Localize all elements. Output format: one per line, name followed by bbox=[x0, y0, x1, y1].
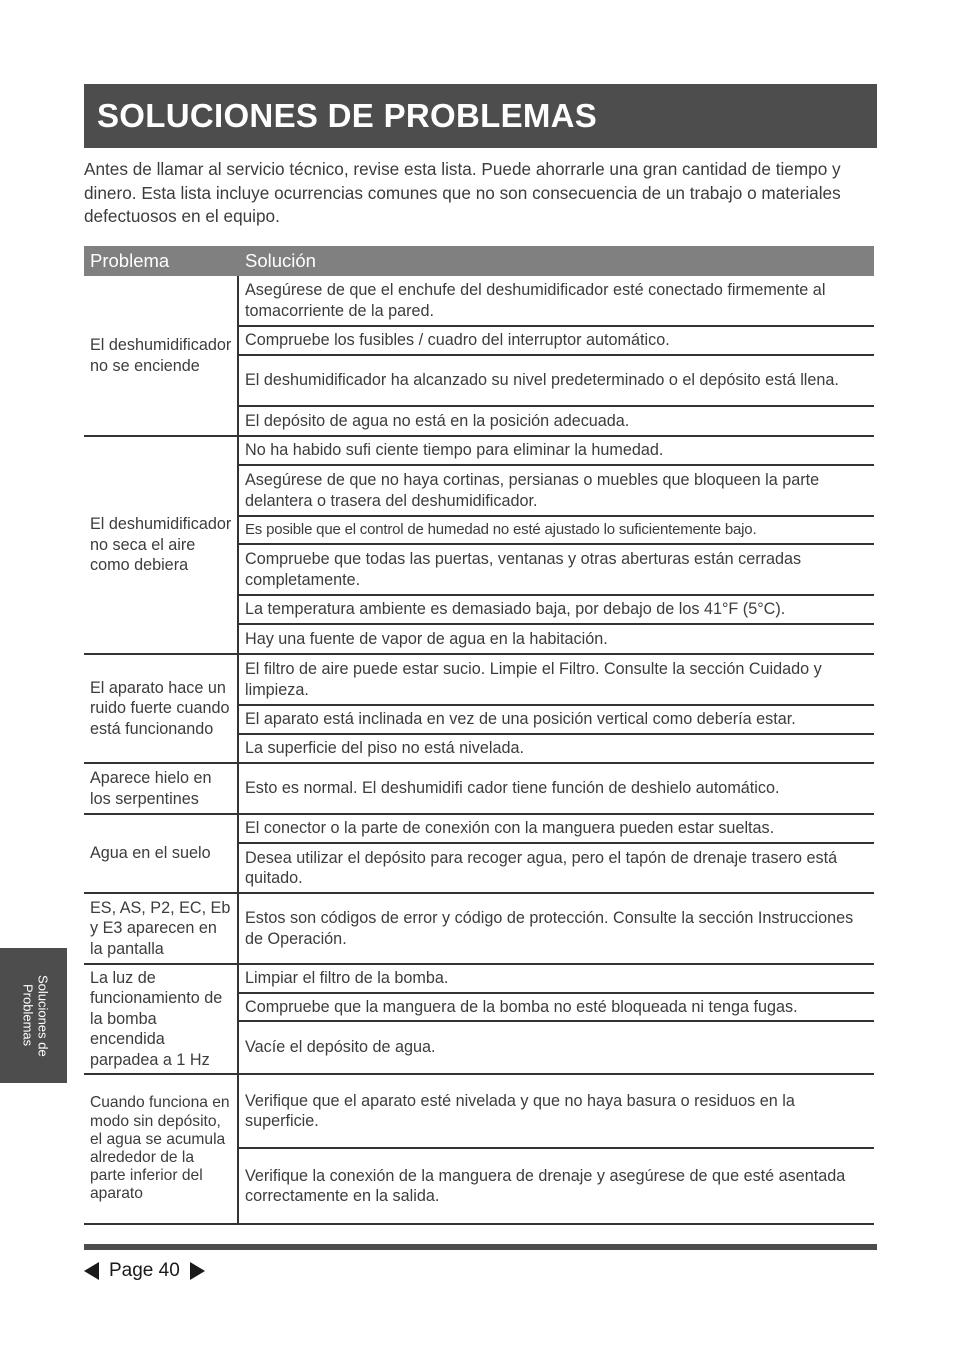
solution-cell: Compruebe que la manguera de la bomba no esté bloqueada ni tenga fugas. bbox=[239, 994, 874, 1022]
solution-cell: Es posible que el control de humedad no esté ajustado lo suficientemente bajo. bbox=[239, 517, 874, 545]
solution-cell: Estos son códigos de error y código de protección. Consulte la sección Instrucciones de Operación. bbox=[245, 909, 854, 948]
table-group bbox=[84, 815, 874, 894]
problem-cell: Agua en el suelo bbox=[84, 815, 239, 892]
solution-cell: Compruebe los fusibles / cuadro del interruptor automático. bbox=[239, 327, 874, 356]
table-group bbox=[84, 764, 874, 815]
table-group bbox=[84, 1075, 874, 1225]
table-header bbox=[84, 246, 874, 276]
solution-cell: El aparato está inclinada en vez de una posición vertical como debería estar. bbox=[239, 706, 874, 735]
page-number: Page 40 bbox=[109, 1260, 180, 1281]
intro-paragraph: Antes de llamar al servicio técnico, revise esta lista. Puede ahorrarle una gran cantidad de tiempo y dinero. Esta lista incluye ocurrencias comunes que no son consecuencia de un trabajo o materiales defectuosos en el equipo. bbox=[84, 159, 841, 226]
solution-cell: El deshumidificador ha alcanzado su nivel predeterminado o el depósito está llena. bbox=[239, 356, 874, 407]
solution-cell: Esto es normal. El deshumidifi cador tiene función de deshielo automático. bbox=[245, 779, 780, 798]
table-group bbox=[84, 276, 874, 437]
column-header-solution: Solución bbox=[245, 250, 316, 271]
bottom-divider bbox=[84, 1244, 877, 1250]
solution-cell: Verifique que el aparato esté nivelada y que no haya basura o residuos en la superficie. bbox=[239, 1075, 874, 1149]
troubleshooting-table bbox=[84, 276, 874, 1225]
solution-cell: No ha habido sufi ciente tiempo para eliminar la humedad. bbox=[239, 437, 874, 466]
solution-cell: Compruebe que todas las puertas, ventanas y otras aberturas están cerradas completamente. bbox=[239, 545, 874, 596]
table-group bbox=[84, 655, 874, 764]
solution-cell: La temperatura ambiente es demasiado baja, por debajo de los 41°F (5°C). bbox=[239, 596, 874, 625]
section-tab-label: Soluciones de Problemas bbox=[20, 974, 51, 1057]
table-group bbox=[84, 894, 874, 965]
problem-cell: El deshumidificador no seca el aire como debiera bbox=[84, 437, 239, 653]
problem-cell: Aparece hielo en los serpentines bbox=[84, 764, 239, 813]
page-footer bbox=[84, 1258, 205, 1284]
solution-cell: El conector o la parte de conexión con la manguera pueden estar sueltas. bbox=[239, 815, 874, 844]
solution-cell: Hay una fuente de vapor de agua en la habitación. bbox=[245, 629, 608, 648]
page-title-bar bbox=[84, 84, 877, 148]
problem-cell: Cuando funciona en modo sin depósito, el agua se acumula alrededor de la parte inferior del aparato bbox=[84, 1075, 239, 1223]
column-header-problem: Problema bbox=[90, 250, 170, 271]
solution-cell: La superficie del piso no está nivelada. bbox=[245, 739, 524, 758]
next-page-arrow-icon[interactable] bbox=[190, 1262, 205, 1280]
solution-cell: Verifique la conexión de la manguera de drenaje y asegúrese de que esté asentada correctamente en la salida. bbox=[245, 1166, 846, 1205]
solution-cell: Asegúrese de que no haya cortinas, persianas o muebles que bloqueen la parte delantera o trasera del deshumidificador. bbox=[239, 466, 874, 517]
problem-cell: ES, AS, P2, EC, Eb y E3 aparecen en la pantalla bbox=[84, 894, 239, 963]
table-group bbox=[84, 965, 874, 1075]
problem-cell: La luz de funcionamiento de la bomba encendida parpadea a 1 Hz bbox=[84, 965, 239, 1073]
solution-cell: El filtro de aire puede estar sucio. Limpie el Filtro. Consulte la sección Cuidado y limpieza. bbox=[239, 655, 874, 706]
table-group bbox=[84, 437, 874, 655]
solution-cell: Vacíe el depósito de agua. bbox=[245, 1038, 436, 1057]
previous-page-arrow-icon[interactable] bbox=[84, 1262, 99, 1280]
problem-cell: El deshumidificador no se enciende bbox=[84, 276, 239, 435]
page-title: SOLUCIONES DE PROBLEMAS bbox=[97, 97, 598, 134]
solution-cell: Limpiar el filtro de la bomba. bbox=[239, 965, 874, 994]
solution-cell: Desea utilizar el depósito para recoger agua, pero el tapón de drenaje trasero está quitado. bbox=[245, 848, 838, 887]
section-side-tab bbox=[0, 948, 67, 1083]
problem-cell: El aparato hace un ruido fuerte cuando está funcionando bbox=[84, 655, 239, 762]
solution-cell: El depósito de agua no está en la posición adecuada. bbox=[245, 411, 630, 430]
solution-cell: Asegúrese de que el enchufe del deshumidificador esté conectado firmemente al tomacorriente de la pared. bbox=[239, 276, 874, 327]
